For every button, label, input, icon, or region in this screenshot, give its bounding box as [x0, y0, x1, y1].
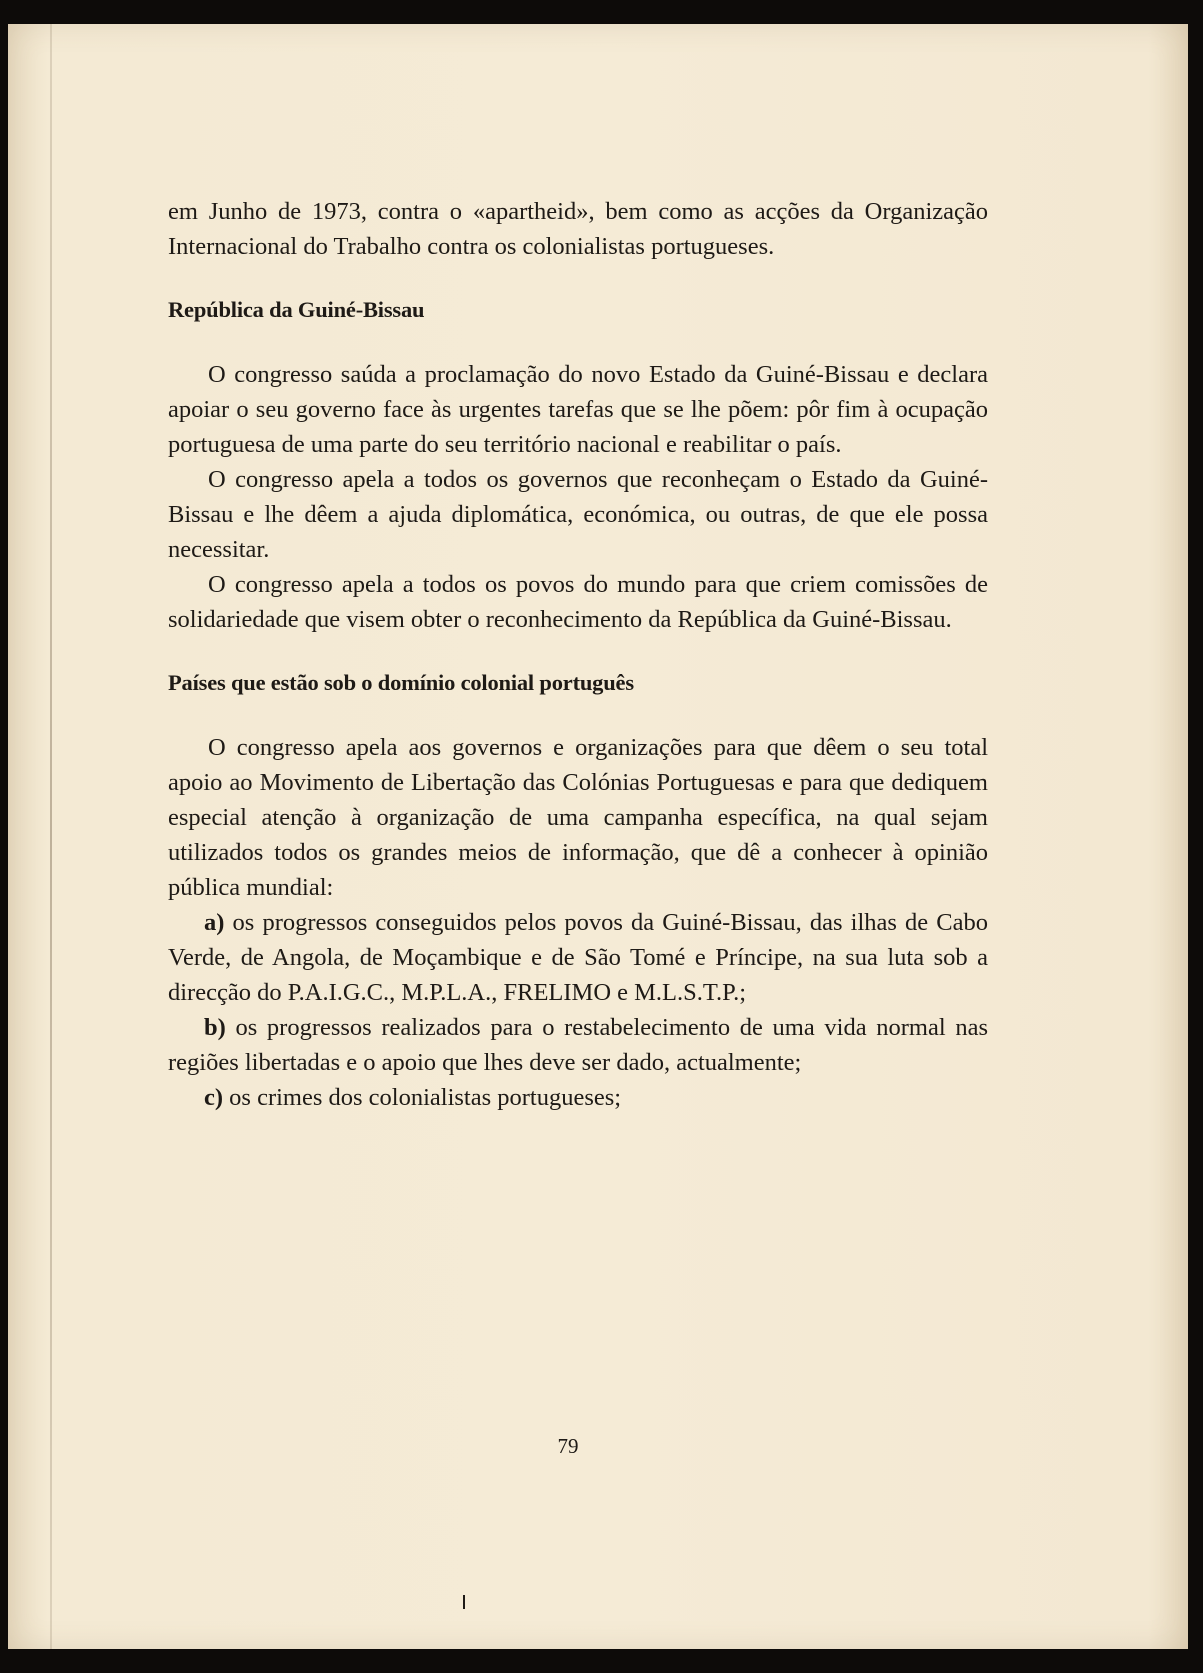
page-gutter	[50, 24, 52, 1649]
list-letter-a: a)	[204, 909, 225, 936]
section-heading-guine-bissau: República da Guiné-Bissau	[168, 297, 425, 322]
page-content	[168, 194, 988, 1115]
page-number: 79	[557, 1434, 579, 1458]
list-item-a	[168, 905, 988, 1010]
continuation-paragraph: em Junho de 1973, contra o «apartheid», bem como as acções da Organização Internacional do Trabalho contra os colonialistas portugueses.	[168, 198, 988, 260]
list-letter-b: b)	[204, 1014, 226, 1041]
paragraph-guine-3: O congresso apela a todos os povos do mundo para que criem comissões de solidariedade que visem obter o reconhecimento da República da Guiné-Bissau.	[168, 571, 988, 633]
list-text-a: os progressos conseguidos pelos povos da Guiné-Bissau, das ilhas de Cabo Verde, de Angola, de Moçambique e de São Tomé e Príncipe, na sua luta sob a direcção do P.A.I.G.C., M.P.L.A., FRELIMO e M.L.S.T.P.;	[168, 909, 989, 1006]
list-text-c: os crimes dos colonialistas portugueses;	[229, 1084, 622, 1111]
list-item-b	[168, 1010, 988, 1080]
print-speck	[463, 1595, 465, 1609]
list-letter-c: c)	[204, 1084, 224, 1111]
section-heading-colonial: Países que estão sob o domínio colonial português	[168, 670, 634, 695]
paragraph-guine-2: O congresso apela a todos os governos que reconheçam o Estado da Guiné-Bissau e lhe dêem a ajuda diplomática, económica, ou outras, de que ele possa necessitar.	[168, 466, 988, 563]
paragraph-colonial-intro: O congresso apela aos governos e organizações para que dêem o seu total apoio ao Movimento de Libertação das Colónias Portuguesas e para que dediquem especial atenção à organização de uma campanha específica, na qual sejam utilizados todos os grandes meios de informação, que dê a conhecer à opinião pública mundial:	[168, 734, 988, 901]
book-page	[8, 24, 1188, 1649]
paragraph-guine-1: O congresso saúda a proclamação do novo Estado da Guiné-Bissau e declara apoiar o seu governo face às urgentes tarefas que se lhe põem: pôr fim à ocupação portuguesa de uma parte do seu território nacional e reabilitar o país.	[168, 361, 988, 458]
list-text-b: os progressos realizados para o restabelecimento de uma vida normal nas regiões libertadas e o apoio que lhes deve ser dado, actualmente;	[168, 1014, 988, 1076]
list-item-c	[168, 1080, 988, 1115]
